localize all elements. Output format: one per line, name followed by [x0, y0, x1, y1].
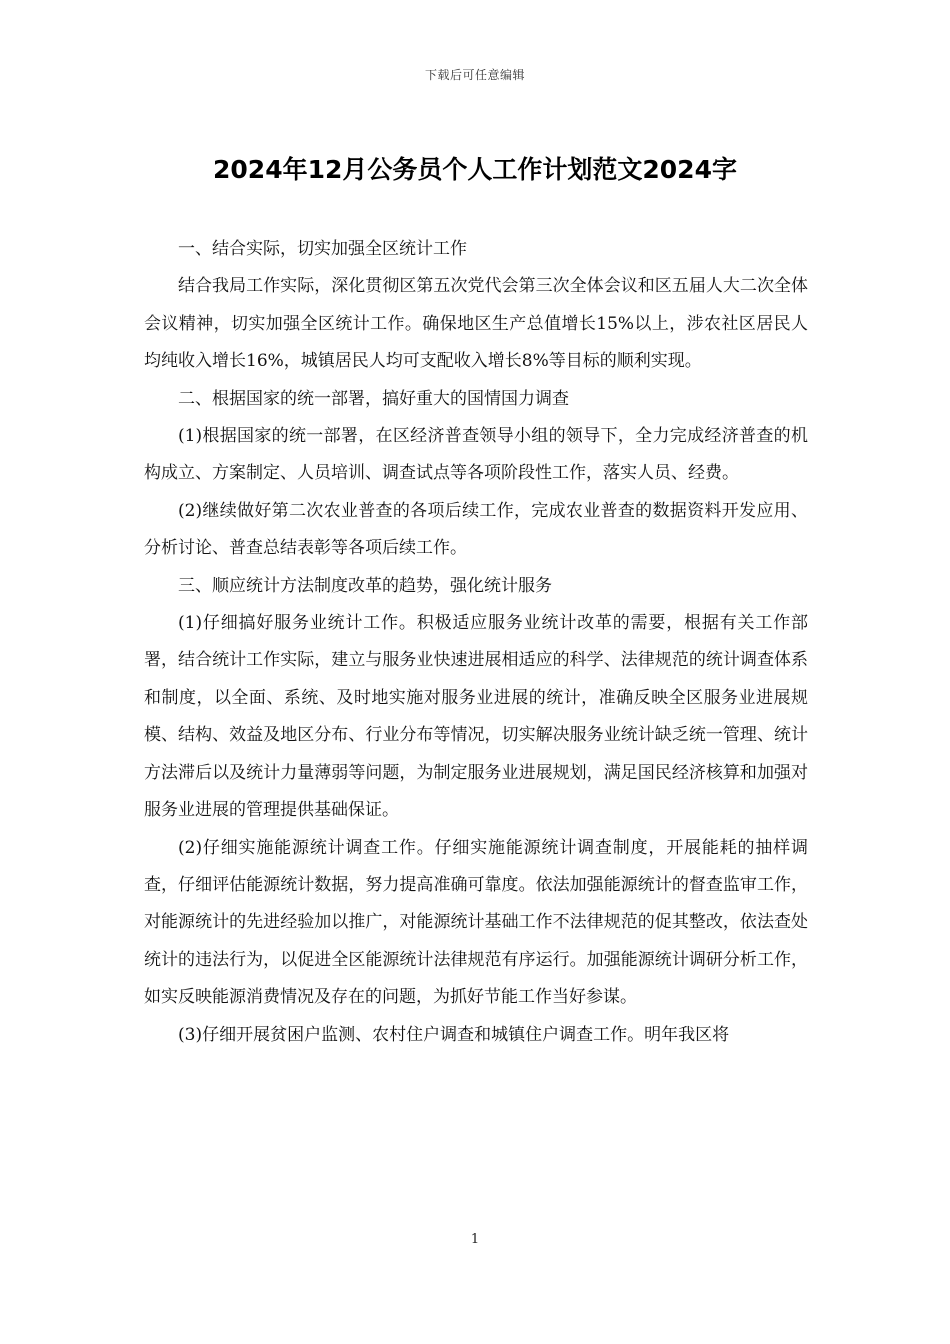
paragraph: (3)仔细开展贫困户监测、农村住户调查和城镇住户调查工作。明年我区将	[178, 1024, 730, 1045]
paragraph-section-heading-2: 二、根据国家的统一部署，搞好重大的国情国力调查	[178, 388, 569, 409]
header-note: 下载后可任意编辑	[424, 68, 525, 82]
page-number: 1	[470, 1232, 480, 1247]
paragraph-section-heading-3: 三、顺应统计方法制度改革的趋势，强化统计服务	[178, 575, 552, 596]
paragraph-section-heading-1: 一、结合实际，切实加强全区统计工作	[178, 239, 467, 259]
paragraph: 结合我局工作实际，深化贯彻区第五次党代会第三次全体会议和区五届人大二次全体会议精神，切实加强全区统计工作。确保地区生产总值增长15%以上，涉农社区居民人均纯收入增长16%，城镇居民人均可支配收入增长8%等目标的顺利实现。	[144, 276, 808, 372]
paragraph: (2)仔细实施能源统计调查工作。仔细实施能源统计调查制度，开展能耗的抽样调查，仔细评估能源统计数据，努力提高准确可靠度。依法加强能源统计的督查监审工作，对能源统计的先进经验加以推广，对能源统计基础工作不法律规范的促其整改，依法查处统计的违法行为，以促进全区能源统计法律规范有序运行。加强能源统计调研分析工作，如实反映能源消费情况及存在的问题，为抓好节能工作当好参谋。	[144, 837, 808, 1008]
paragraph: (1)仔细搞好服务业统计工作。积极适应服务业统计改革的需要，根据有关工作部署，结合统计工作实际，建立与服务业快速进展相适应的科学、法律规范的统计调查体系和制度，以全面、系统、及时地实施对服务业进展的统计，准确反映全区服务业进展规模、结构、效益及地区分布、行业分布等情况，切实解决服务业统计缺乏统一管理、统计方法滞后以及统计力量薄弱等问题，为制定服务业进展规划，满足国民经济核算和加强对服务业进展的管理提供基础保证。	[144, 613, 808, 821]
document-body	[144, 231, 808, 1054]
paragraph: (1)根据国家的统一部署，在区经济普查领导小组的领导下，全力完成经济普查的机构成立、方案制定、人员培训、调查试点等各项阶段性工作，落实人员、经费。	[144, 426, 808, 484]
paragraph: (2)继续做好第二次农业普查的各项后续工作，完成农业普查的数据资料开发应用、分析讨论、普查总结表彰等各项后续工作。	[144, 500, 808, 559]
document-title: 2024年12月公务员个人工作计划范文2024字	[213, 155, 737, 184]
